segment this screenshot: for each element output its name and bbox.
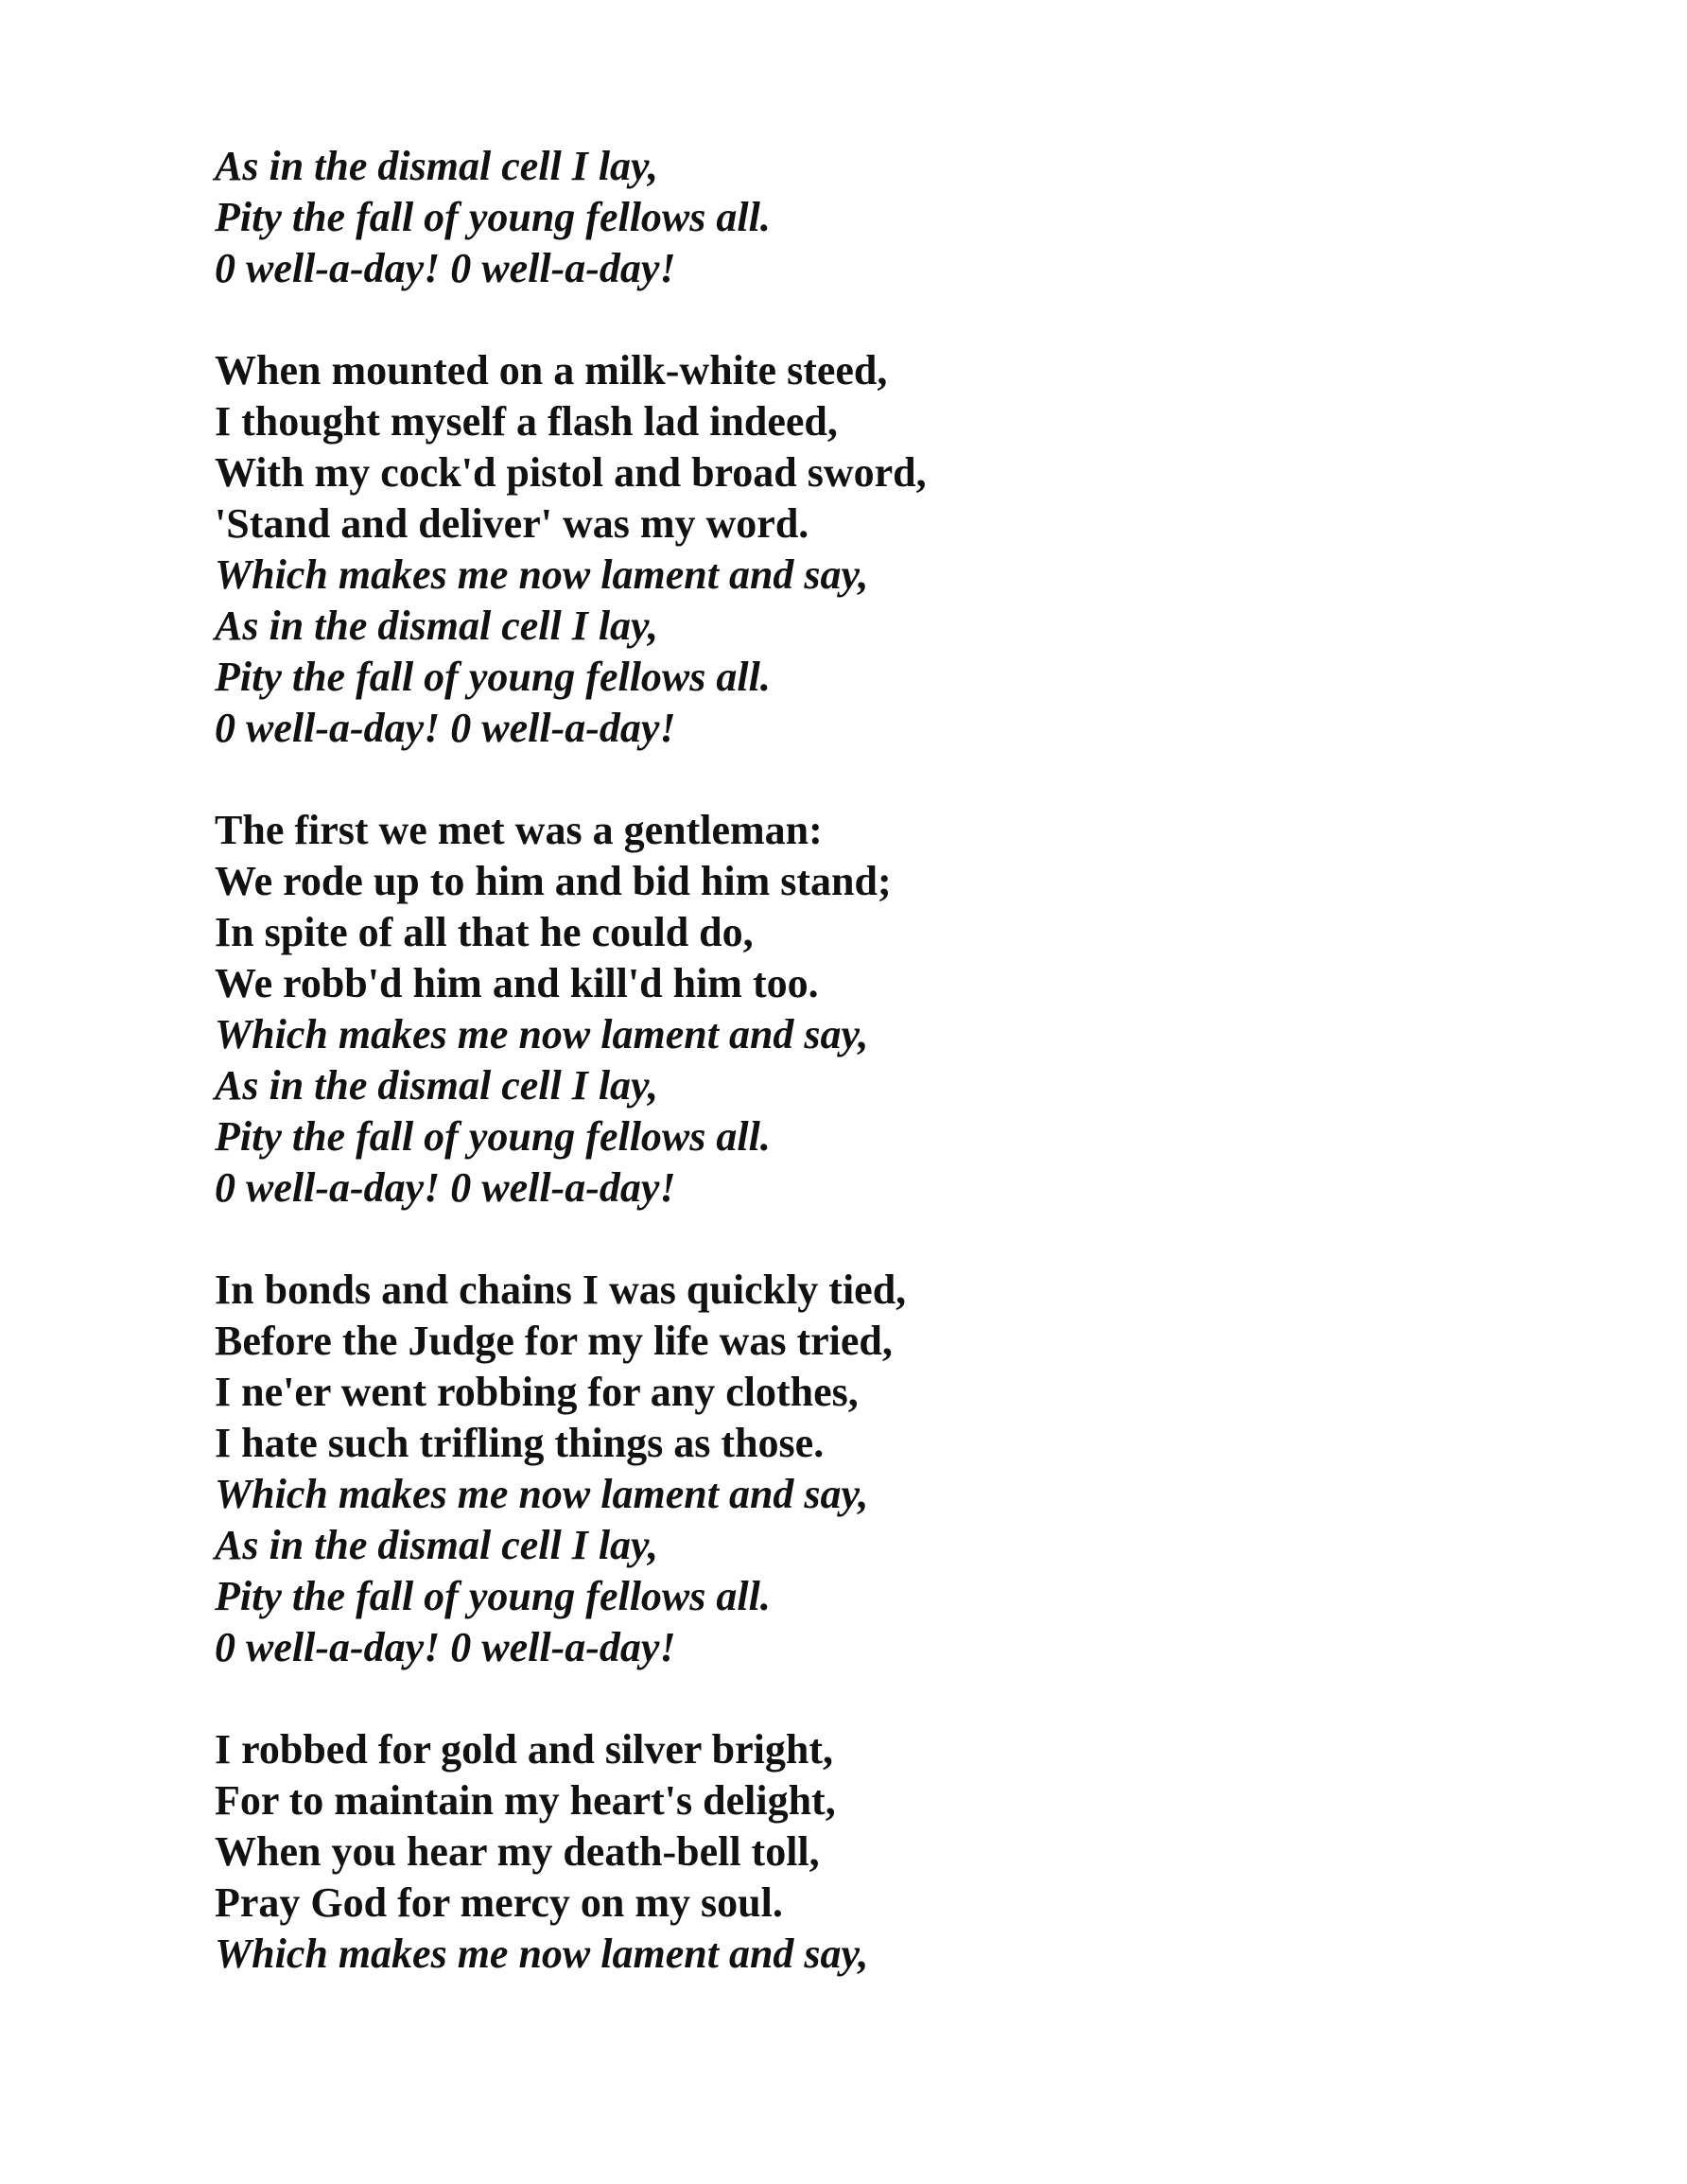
chorus-line: Pity the fall of young fellows all. [215,654,771,700]
poem-body [215,141,1444,2031]
verse-line: We rode up to him and bid him stand; [215,858,892,904]
stanza [215,141,1444,294]
chorus-line: As in the dismal cell I lay, [215,143,658,189]
verse-line: With my cock'd pistol and broad sword, [215,449,927,496]
verse-line: In spite of all that he could do, [215,909,754,955]
verse-line: When mounted on a milk-white steed, [215,347,888,393]
stanza [215,1265,1444,1673]
verse-line: I hate such trifling things as those. [215,1420,825,1466]
chorus-line: Which makes me now lament and say, [215,1471,869,1517]
stanza [215,805,1444,1214]
verse-line: Pray God for mercy on my soul. [215,1879,783,1926]
chorus-line: As in the dismal cell I lay, [215,1062,658,1109]
stanza [215,1724,1444,1980]
verse-line: Before the Judge for my life was tried, [215,1318,893,1364]
verse-line: The first we met was a gentleman: [215,807,823,853]
chorus-line: Pity the fall of young fellows all. [215,194,771,240]
verse-line: When you hear my death-bell toll, [215,1828,820,1875]
verse-line: I robbed for gold and silver bright, [215,1726,834,1773]
verse-line: I ne'er went robbing for any clothes, [215,1369,859,1415]
chorus-line: 0 well-a-day! 0 well-a-day! [215,1624,676,1670]
chorus-line: Pity the fall of young fellows all. [215,1573,771,1619]
stanza [215,345,1444,754]
chorus-line: Which makes me now lament and say, [215,1931,869,1977]
chorus-line: 0 well-a-day! 0 well-a-day! [215,245,676,291]
chorus-line: As in the dismal cell I lay, [215,1522,658,1568]
verse-line: 'Stand and deliver' was my word. [215,500,809,547]
chorus-line: As in the dismal cell I lay, [215,603,658,649]
chorus-line: Which makes me now lament and say, [215,1011,869,1057]
poem-text-area [215,143,1444,1977]
verse-line: In bonds and chains I was quickly tied, [215,1267,907,1313]
chorus-line: Which makes me now lament and say, [215,551,869,598]
chorus-line: 0 well-a-day! 0 well-a-day! [215,1164,676,1211]
verse-line: I thought myself a flash lad indeed, [215,398,838,445]
verse-line: We robb'd him and kill'd him too. [215,960,819,1006]
verse-line: For to maintain my heart's delight, [215,1777,836,1824]
chorus-line: 0 well-a-day! 0 well-a-day! [215,705,676,751]
chorus-line: Pity the fall of young fellows all. [215,1113,771,1160]
